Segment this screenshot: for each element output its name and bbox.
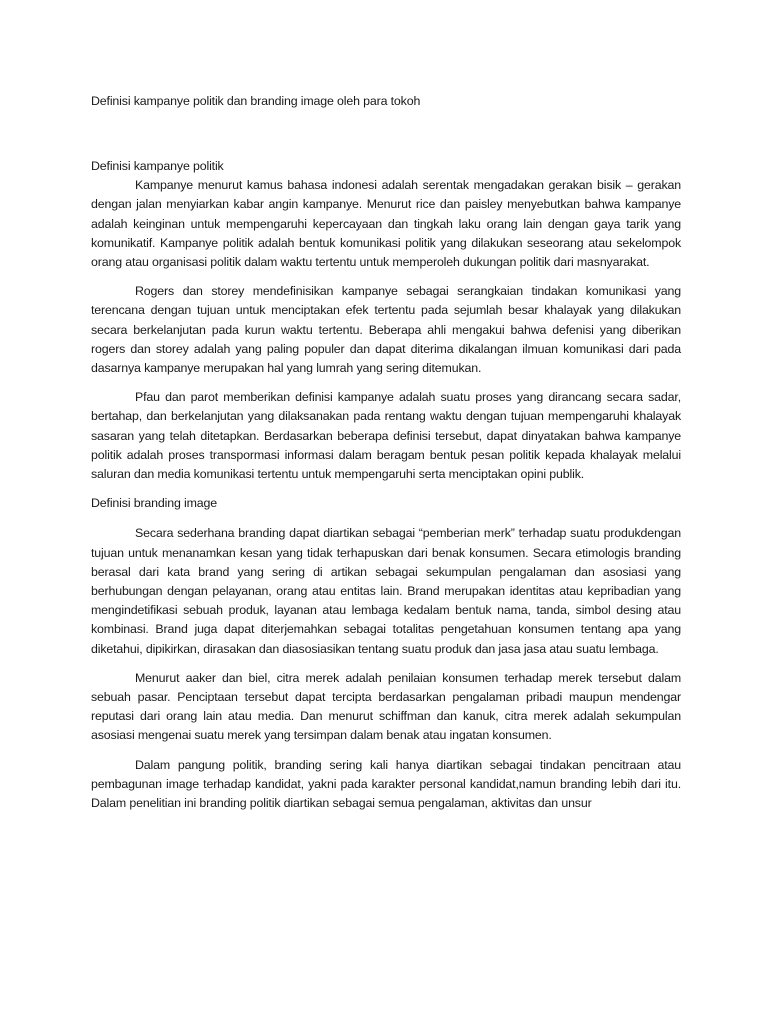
document-body (91, 92, 681, 813)
paragraph: Rogers dan storey mendefinisikan kampanye sebagai serangkaian tindakan komunikasi yang terencana dengan tujuan untuk menciptakan efek tertentu pada sejumlah besar khalayak yang dilakukan secara berkelanjutan pada kurun waktu tertentu. Beberapa ahli mengakui bahwa defenisi yang diberikan rogers dan storey adalah yang paling populer dan dapat diterima dikalangan ilmuan komunikasi dari pada dasarnya kampanye merupakan hal yang lumrah yang sering ditemukan. (91, 284, 681, 376)
paragraph: Pfau dan parot memberikan definisi kampanye adalah suatu proses yang dirancang secara sadar, bertahap, dan berkelanjutan yang dilaksanakan pada rentang waktu dengan tujuan mempengaruhi khalayak sasaran yang telah ditetapkan. Berdasarkan beberapa definisi tersebut, dapat dinyatakan bahwa kampanye politik adalah proses transpormasi informasi dalam beragam bentuk pesan politik kepada khalayak melalui saluran dan media komunikasi tertentu untuk mempengaruhi serta menciptakan opini publik. (91, 390, 681, 482)
paragraph: Kampanye menurut kamus bahasa indonesi adalah serentak mengadakan gerakan bisik – gerakan dengan jalan menyiarkan kabar angin kampanye. Menurut rice dan paisley menyebutkan bahwa kampanye adalah keinginan untuk mempengaruhi kepercayaan dan tingkah laku orang lain dengan gaya tarik yang komunikatif. Kampanye politik adalah bentuk komunikasi politik yang dilakukan seseorang atau sekelompok orang atau organisasi politik dalam waktu tertentu untuk memperoleh dukungan politik dari masnyarakat. (91, 178, 681, 270)
section-heading-kampanye: Definisi kampanye politik (91, 159, 224, 173)
paragraph: Secara sederhana branding dapat diartikan sebagai “pemberian merk” terhadap suatu produkdengan tujuan untuk menanamkan kesan yang tidak terhapuskan dari benak konsumen. Secara etimologis branding berasal dari kata brand yang sering di artikan sebagai sekumpulan pengalaman dan asosiasi yang berhubungan dengan pelayanan, orang atau entitas lain. Brand merupakan identitas atau kepribadian yang mengindetifikasi sebuah produk, layanan atau lembaga kedalam bentuk nama, tanda, simbol desing atau kombinasi. Brand juga dapat diterjemahkan sebagai totalitas pengetahuan konsumen tentang apa yang diketahui, dipikirkan, dirasakan dan diasosiasikan tentang suatu produk dan jasa jasa atau suatu lembaga. (91, 526, 681, 656)
document-title: Definisi kampanye politik dan branding image oleh para tokoh (91, 94, 421, 108)
paragraph: Menurut aaker dan biel, citra merek adalah penilaian konsumen terhadap merek tersebut dalam sebuah pasar. Penciptaan tersebut dapat tercipta berdasarkan pengalaman pribadi maupun mendengar reputasi dari orang lain atau media. Dan menurut schiffman dan kanuk, citra merek adalah sekumpulan asosiasi mengenai suatu merek yang tersimpan dalam benak atau ingatan konsumen. (91, 670, 681, 743)
section-heading-branding: Definisi branding image (91, 496, 218, 511)
paragraph: Dalam pangung politik, branding sering kali hanya diartikan sebagai tindakan pencitraan atau pembagunan image terhadap kandidat, yakni pada karakter personal kandidat,namun branding lebih dari itu. Dalam penelitian ini branding politik diartikan sebagai semua pengalaman, aktivitas dan unsur (91, 757, 681, 811)
